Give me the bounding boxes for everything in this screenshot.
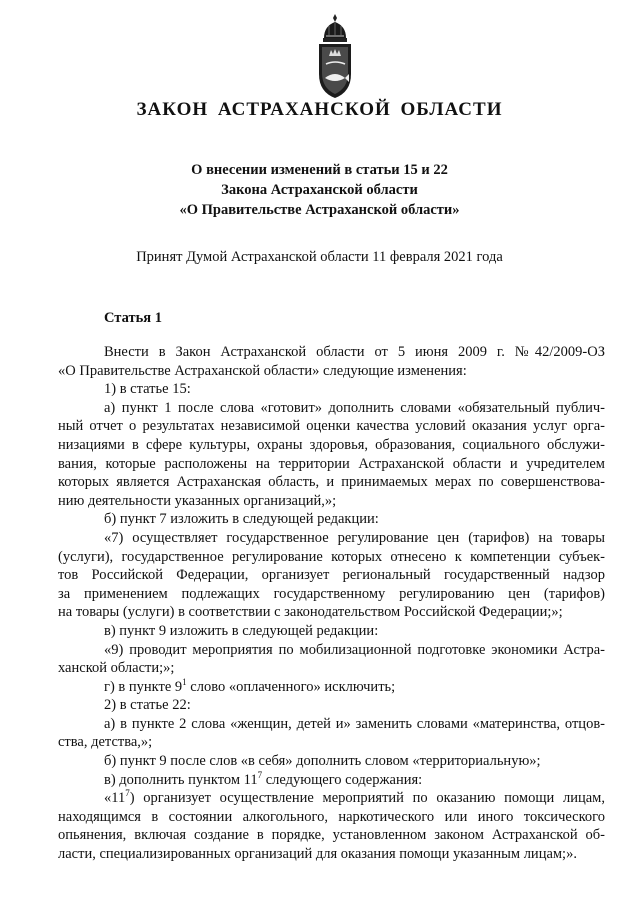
body-text: ный отчет о результатах независимой оценки качества условий оказания услуг орга-: [58, 418, 605, 435]
article-body: [58, 343, 605, 864]
body-line: [58, 436, 605, 455]
body-line: [58, 362, 605, 381]
body-line: [58, 659, 605, 678]
body-text: а) пункт 1 после слова «готовит» дополнить словами «обязательный публич-: [104, 399, 605, 416]
body-line: [58, 492, 605, 511]
body-text: низациями в сфере культуры, охраны здоровья, образования, социального обслужи-: [58, 436, 605, 453]
body-text: (услуги), государственное регулирование которых отнесено к компетенции субъек-: [58, 548, 605, 565]
body-line: [58, 473, 605, 492]
body-line: [58, 566, 605, 585]
law-subtitle: [0, 160, 639, 220]
body-line: [58, 548, 605, 567]
body-text: находящимся в состоянии алкогольного, наркотического или иного токсического: [58, 808, 605, 825]
body-line: [58, 455, 605, 474]
body-text: «9) проводит мероприятия по мобилизационной подготовке экономики Астра-: [104, 641, 605, 658]
body-text: б) пункт 9 после слов «в себя» дополнить словом «территориальную»;: [104, 753, 541, 770]
superscript-number: 7: [257, 769, 263, 780]
body-text: тов Российской Федерации, организует региональный государственный надзор: [58, 567, 605, 584]
subtitle-line: Закона Астраханской области: [221, 182, 418, 198]
body-line: [58, 641, 605, 660]
body-text: нию деятельности указанных организаций,»;: [58, 492, 337, 509]
body-line: [58, 417, 605, 436]
body-line: [58, 808, 605, 827]
body-text: ) организует осуществление мероприятий по оказанию помощи лицам,: [129, 790, 605, 807]
body-text: «7) осуществляет государственное регулирование цен (тарифов) на товары: [104, 529, 605, 546]
superscript-number: 1: [182, 676, 187, 687]
body-line: [58, 603, 605, 622]
body-line: [58, 380, 605, 399]
subtitle-line: О внесении изменений в статьи 15 и 22: [191, 162, 448, 178]
body-line: [58, 789, 605, 808]
body-text: опьянения, включая создание в порядке, установленном законом Астраханской об-: [58, 827, 605, 844]
coat-of-arms-icon: [314, 12, 356, 100]
body-line: [58, 715, 605, 734]
body-text: в) дополнить пунктом 11: [104, 771, 258, 788]
body-line: [58, 845, 605, 864]
body-text: 1) в статье 15:: [104, 381, 191, 398]
body-line: [58, 733, 605, 752]
body-text: «11: [104, 790, 126, 807]
body-line: [58, 585, 605, 604]
body-text: а) в пункте 2 слова «женщин, детей и» заменить словами «материнства, отцов-: [104, 715, 605, 732]
body-text: Внести в Закон Астраханской области от 5 июня 2009 г. №42/2009-ОЗ: [104, 344, 605, 360]
body-text: ханской области;»;: [58, 660, 175, 677]
superscript-number: 7: [125, 788, 130, 799]
article-heading: Статья 1: [104, 310, 162, 326]
body-text: на товары (услуги) в соответствии с законодательством Российской Федерации;»;: [58, 604, 563, 621]
body-text: г) в пункте 9: [104, 678, 183, 695]
adoption-line: Принят Думой Астраханской области 11 февраля 2021 года: [136, 249, 503, 265]
body-line: [58, 622, 605, 641]
body-text: 2) в статье 22:: [104, 697, 191, 714]
body-line: [58, 510, 605, 529]
body-line: [58, 399, 605, 418]
body-text: ласти, специализированных организаций для оказания помощи указанным лицам;».: [58, 846, 577, 863]
body-text: следующего содержания:: [262, 771, 423, 788]
body-line: [58, 343, 605, 362]
body-text: слово «оплаченного» исключить;: [186, 678, 396, 695]
body-line: [58, 696, 605, 715]
subtitle-line: «О Правительстве Астраханской области»: [179, 202, 460, 218]
body-line: [58, 678, 605, 697]
body-line: [58, 529, 605, 548]
body-line: [58, 771, 605, 790]
body-line: [58, 826, 605, 845]
body-text: которых является Астраханская область, и принимаемых мерах по совершенствова-: [58, 474, 605, 491]
law-title: ЗАКОН АСТРАХАНСКОЙ ОБЛАСТИ: [136, 99, 503, 120]
body-text: вания, которые расположены на территории Астраханской области и учредителем: [58, 455, 605, 472]
body-text: б) пункт 7 изложить в следующей редакции:: [104, 511, 379, 528]
body-text: ства, детства,»;: [58, 734, 153, 751]
body-line: [58, 752, 605, 771]
body-text: в) пункт 9 изложить в следующей редакции:: [104, 622, 379, 639]
body-text: «О Правительстве Астраханской области» следующие изменения:: [58, 362, 467, 379]
body-text: за применением подлежащих государственному регулированию цен (тарифов): [58, 585, 605, 602]
